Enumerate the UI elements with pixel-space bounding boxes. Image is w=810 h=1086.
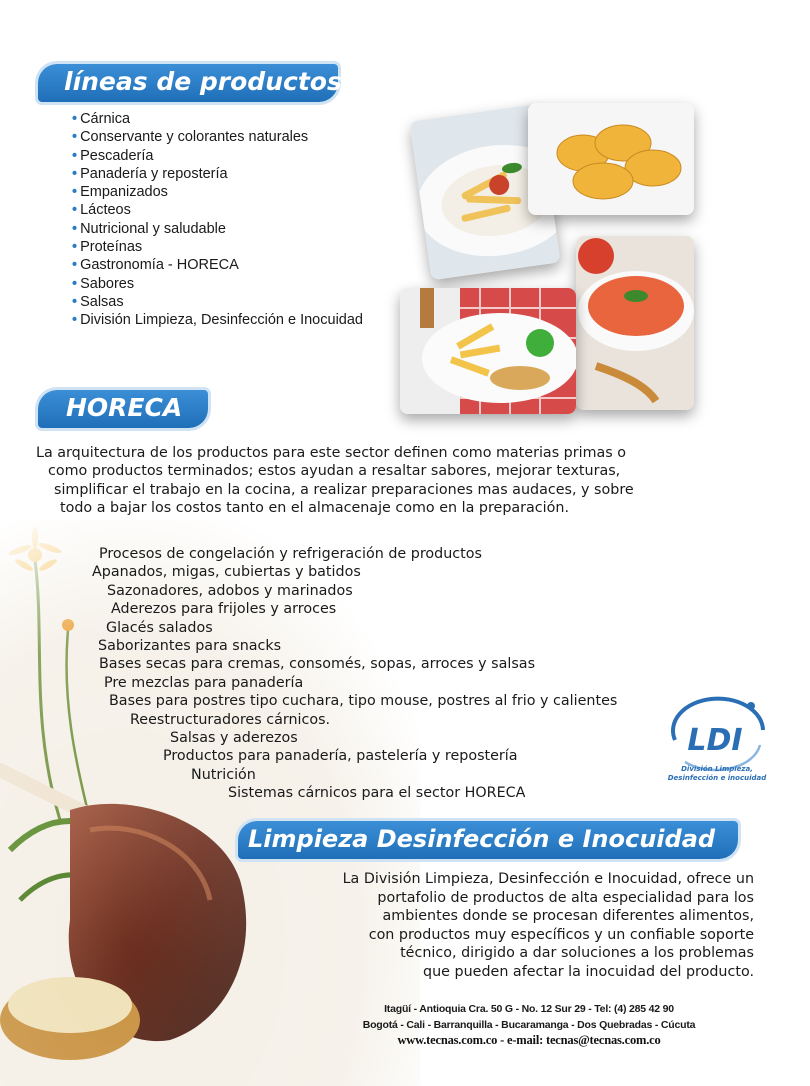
ldi-caption-line: Desinfección e inocuidad <box>667 773 767 782</box>
paragraph-line: técnico, dirigido a dar soluciones a los problemas <box>400 945 754 962</box>
bullet-icon: • <box>72 293 78 310</box>
bullet-icon: • <box>72 202 78 219</box>
list-item: • División Limpieza, Desinfección e Inocuidad <box>72 312 363 329</box>
fish-and-chips-photo <box>400 288 576 414</box>
list-item: Apanados, migas, cubiertas y batidos <box>92 564 361 581</box>
list-item: • Conservante y colorantes naturales <box>72 129 309 146</box>
list-item: • Cárnica <box>72 111 131 127</box>
bullet-icon: • <box>72 257 78 274</box>
list-item: • Pescadería <box>72 147 154 164</box>
list-item: • Sabores <box>72 275 135 292</box>
bullet-icon: • <box>72 147 78 164</box>
footer-web-email[interactable]: www.tecnas.com.co - e-mail: tecnas@tecnas.com.co <box>397 1033 661 1047</box>
list-item: Sazonadores, adobos y marinados <box>107 582 353 599</box>
chips-photo <box>528 103 694 215</box>
paragraph-line: que pueden afectar la inocuidad del producto. <box>423 963 754 980</box>
list-item: Nutrición <box>191 766 256 783</box>
bullet-icon: • <box>72 239 78 256</box>
paragraph-line: como productos terminados; estos ayudan a resaltar sabores, mejorar texturas, <box>48 463 621 480</box>
ldi-logo-caption <box>657 765 777 782</box>
limpieza-heading: Limpieza Desinfección e Inocuidad <box>238 821 738 859</box>
paragraph-line: simplificar el trabajo en la cocina, a realizar preparaciones mas audaces, y sobre <box>54 481 634 498</box>
list-item: Aderezos para frijoles y arroces <box>111 601 337 618</box>
list-item: Productos para panadería, pastelería y repostería <box>163 748 518 765</box>
paragraph-line: ambientes donde se procesan diferentes alimentos, <box>382 908 754 925</box>
paragraph-line: con productos muy específicos y un confiable soporte <box>368 926 754 943</box>
product-lines-list <box>72 110 363 330</box>
list-item: • Empanizados <box>72 184 168 201</box>
list-item: Salsas y aderezos <box>170 730 298 746</box>
list-item: • Nutricional y saludable <box>72 220 226 237</box>
paragraph-line: todo a bajar los costos tanto en el almacenaje como en la preparación. <box>60 500 569 517</box>
list-item: Saborizantes para snacks <box>98 638 282 654</box>
list-item: Bases secas para cremas, consomés, sopas, arroces y salsas <box>99 656 536 673</box>
bullet-icon: • <box>72 220 78 237</box>
ldi-caption-line: División Limpieza, <box>681 765 753 773</box>
list-item: • Panadería y repostería <box>72 165 228 182</box>
footer-cities: Bogotá - Cali - Barranquilla - Bucaramanga - Dos Quebradas - Cúcuta <box>362 1018 696 1031</box>
bullet-icon: • <box>72 312 78 329</box>
list-item: • Lácteos <box>72 202 131 219</box>
list-item: • Proteínas <box>72 239 143 256</box>
list-item: • Salsas <box>72 293 124 310</box>
horeca-heading: HORECA <box>38 390 208 428</box>
bullet-icon: • <box>72 129 78 146</box>
footer-address: Itagüí - Antioquia Cra. 50 G - No. 12 Sur 29 - Tel: (4) 285 42 90 <box>384 1003 674 1015</box>
limpieza-paragraph <box>284 870 754 982</box>
bullet-icon: • <box>72 184 78 201</box>
ldi-logo-letters: LDI <box>687 723 743 758</box>
list-item: Glacés salados <box>106 619 213 636</box>
lineas-de-productos-heading: líneas de productos <box>38 64 338 102</box>
list-item: Procesos de congelación y refrigeración de productos <box>99 546 482 562</box>
footer <box>340 1002 718 1049</box>
paragraph-line: La arquitectura de los productos para este sector definen como materias primas o <box>36 445 627 461</box>
list-item: Reestructuradores cárnicos. <box>130 711 331 728</box>
list-item: Bases para postres tipo cuchara, tipo mouse, postres al frio y calientes <box>109 693 618 710</box>
paragraph-line: portafolio de productos de alta especialidad para los <box>377 889 754 906</box>
bullet-icon: • <box>72 275 78 292</box>
list-item: Pre mezclas para panadería <box>104 674 304 691</box>
list-item: • Gastronomía - HORECA <box>72 257 239 274</box>
bullet-icon: • <box>72 165 78 182</box>
list-item: Sistemas cárnicos para el sector HORECA <box>228 785 526 802</box>
paragraph-line: La División Limpieza, Desinfección e Inocuidad, ofrece un <box>342 871 754 887</box>
bullet-icon: • <box>72 111 78 127</box>
horeca-intro-paragraph <box>36 444 686 518</box>
soup-photo <box>576 236 694 410</box>
